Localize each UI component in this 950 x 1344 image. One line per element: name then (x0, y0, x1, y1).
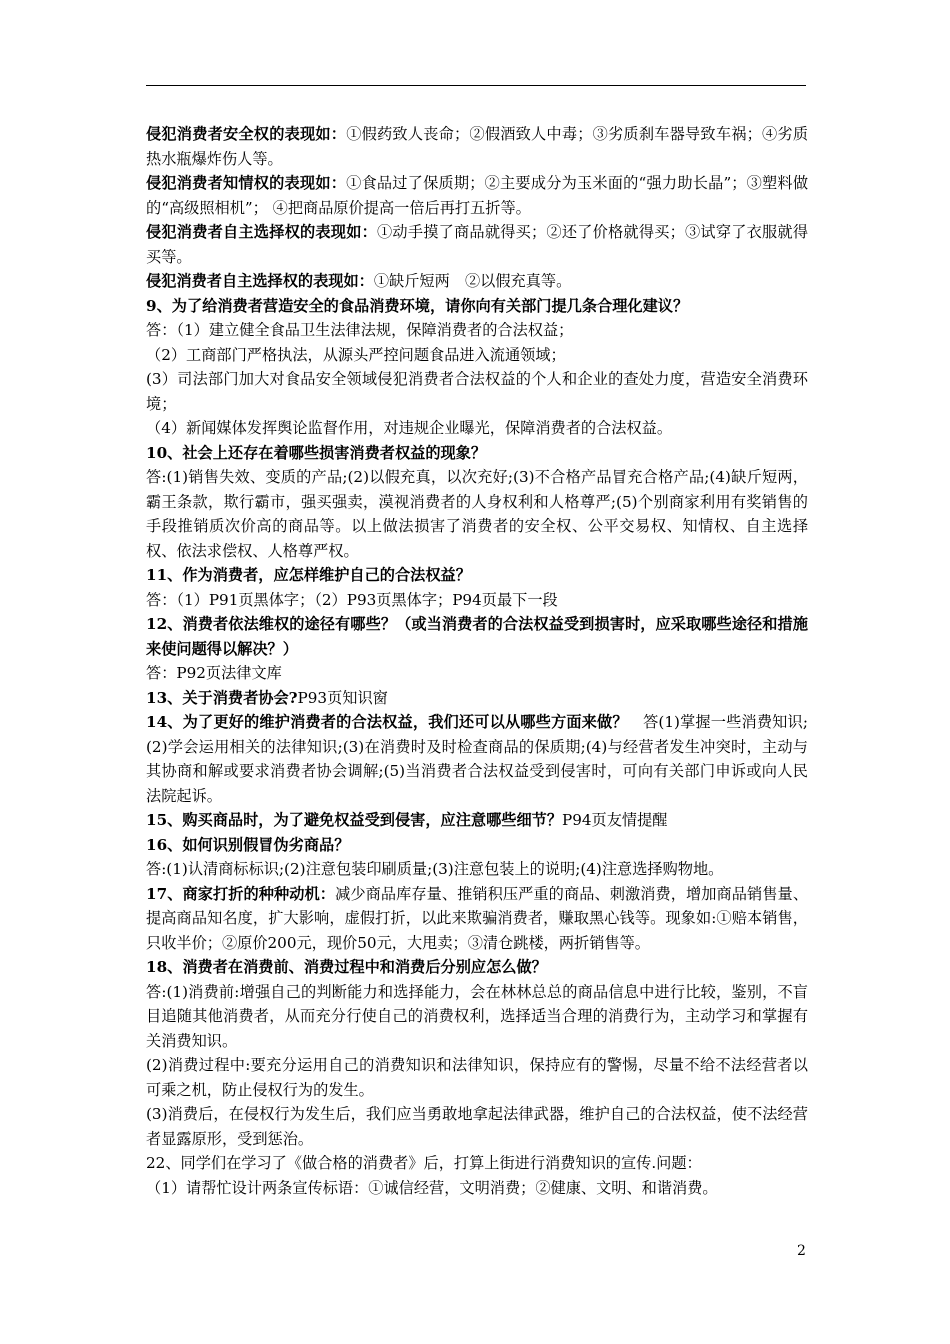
paragraph (146, 1151, 808, 1176)
bold-heading: 12、消费者依法维权的途径有哪些？（或当消费者的合法权益受到损害时，应采取哪些途径和措施来使问题得以解决？） (146, 615, 808, 658)
body-text: 答：（1）P91页黑体字；（2）P93页黑体字；P94页最下一段 (146, 590, 558, 609)
paragraph (146, 318, 808, 343)
body-text: 答:(1)认清商标标识;(2)注意包装印刷质量;(3)注意包装上的说明;(4)注意选择购物地。 (146, 860, 724, 878)
bold-heading: 18、消费者在消费前、消费过程中和消费后分别应怎么做？ (146, 958, 547, 976)
body-text: P94页友情提醒 (562, 811, 668, 829)
bold-heading: 16、如何识别假冒伪劣商品？ (146, 835, 350, 854)
paragraph (146, 563, 808, 588)
paragraph (146, 122, 808, 171)
paragraph (146, 882, 808, 956)
paragraph (146, 857, 808, 882)
body-text: ①缺斤短两 ②以假充真等。 (373, 272, 572, 290)
body-text: (2)消费过程中:要充分运用自己的消费知识和法律知识，保持应有的警惕，尽量不给不法经营者以可乘之机，防止侵权行为的发生。 (146, 1056, 808, 1099)
paragraph (146, 171, 808, 220)
page-number: 2 (797, 1243, 806, 1259)
bold-heading: 13、关于消费者协会? (146, 688, 298, 707)
body-text: ①假药致人丧命；②假酒致人中毒；③劣质刹车器导致车祸；④劣质热水瓶爆炸伤人等。 (146, 125, 809, 168)
bold-heading: 侵犯消费者知情权的表现如： (146, 174, 347, 192)
body-text: ①动手摸了商品就得买；②还了价格就得买；③试穿了衣服就得买等。 (146, 223, 809, 266)
paragraph (146, 612, 808, 661)
body-text: （4）新闻媒体发挥舆论监督作用，对违规企业曝光，保障消费者的合法权益。 (146, 419, 673, 437)
body-text: P93页知识窗 (297, 688, 388, 707)
paragraph (146, 1102, 808, 1151)
bold-heading: 15、购买商品时，为了避免权益受到侵害，应注意哪些细节？ (146, 811, 563, 829)
body-text: (3）司法部门加大对食品安全领域侵犯消费者合法权益的个人和企业的查处力度，营造安全消费环境； (146, 370, 808, 413)
paragraph (146, 980, 808, 1054)
bold-heading: 11、作为消费者，应怎样维护自己的合法权益？ (146, 566, 471, 584)
paragraph (146, 465, 808, 563)
body-text: 答:(1)消费前:增强自己的判断能力和选择能力，会在林林总总的商品信息中进行比较，鉴别，不盲目追随其他消费者，从而充分行使自己的消费权利，选择适当合理的消费行为，主动学习和掌握有关消费知识。 (146, 982, 808, 1050)
paragraph (146, 416, 808, 441)
paragraph (146, 220, 808, 269)
paragraph (146, 686, 808, 711)
paragraph (146, 710, 808, 808)
paragraph (146, 343, 808, 368)
bold-heading: 侵犯消费者安全权的表现如： (146, 125, 347, 143)
body-text: （2）工商部门严格执法，从源头严控问题食品进入流通领域； (146, 345, 566, 364)
body-text: 22、同学们在学习了《做合格的消费者》后，打算上街进行消费知识的宣传.问题： (146, 1154, 702, 1172)
bold-heading: 9、为了给消费者营造安全的食品消费环境，请你向有关部门提几条合理化建议？ (146, 296, 689, 315)
bold-heading: 侵犯消费者自主选择权的表现如： (146, 223, 378, 241)
document-body (146, 122, 808, 1200)
bold-heading: 14、为了更好的维护消费者的合法权益，我们还可以从哪些方面来做？ (146, 713, 628, 731)
bold-heading: 17、商家打折的种种动机： (146, 884, 336, 903)
paragraph (146, 441, 808, 466)
bold-heading: 侵犯消费者自主选择权的表现如： (146, 272, 374, 290)
paragraph (146, 808, 808, 833)
body-text: 答：P92页法律文库 (146, 664, 282, 682)
header-rule (146, 85, 806, 86)
body-text: 答(1)掌握一些消费知识;(2)学会运用相关的法律知识;(3)在消费时及时检查商品的保质期;(4)与经营者发生冲突时，主动与其协商和解或要求消费者协会调解;(5)当消费者合法权益受到侵害时，可向有关部门申诉或向人民法院起诉。 (146, 713, 808, 805)
paragraph (146, 955, 808, 980)
paragraph (146, 588, 808, 613)
paragraph (146, 367, 808, 416)
paragraph (146, 1176, 808, 1201)
paragraph (146, 269, 808, 294)
bold-heading: 10、社会上还存在着哪些损害消费者权益的现象？ (146, 443, 487, 462)
paragraph (146, 661, 808, 686)
body-text: 减少商品库存量、推销积压严重的商品、刺激消费，增加商品销售量、提高商品知名度，扩大影响，虚假打折，以此来欺骗消费者，赚取黑心钱等。现象如:①赔本销售，只收半价；②原价200元，现价50元，大甩卖；③清仓跳楼，两折销售等。 (146, 884, 809, 952)
body-text: 答：（1）建立健全食品卫生法律法规，保障消费者的合法权益； (146, 321, 574, 339)
paragraph (146, 833, 808, 858)
body-text: 答:(1)销售失效、变质的产品;(2)以假充真，以次充好;(3)不合格产品冒充合格产品;(4)缺斤短两，霸王条款，欺行霸市，强买强卖，漠视消费者的人身权利和人格尊严;(5)个别商家利用有奖销售的手段推销质次价高的商品等。以上做法损害了消费者的安全权、公平交易权、知情权、自主选择权、依法求偿权、人格尊严权。 (146, 468, 808, 560)
paragraph (146, 1053, 808, 1102)
body-text: （1）请帮忙设计两条宣传标语：①诚信经营，文明消费；②健康、文明、和谐消费。 (146, 1178, 718, 1197)
body-text: ①食品过了保质期；②主要成分为玉米面的“强力助长晶”；③塑料做的“高级照相机”； ④把商品原价提高一倍后再打五折等。 (146, 174, 809, 217)
body-text: (3)消费后，在侵权行为发生后，我们应当勇敢地拿起法律武器，维护自己的合法权益，使不法经营者显露原形，受到惩治。 (146, 1105, 808, 1148)
paragraph (146, 294, 808, 319)
